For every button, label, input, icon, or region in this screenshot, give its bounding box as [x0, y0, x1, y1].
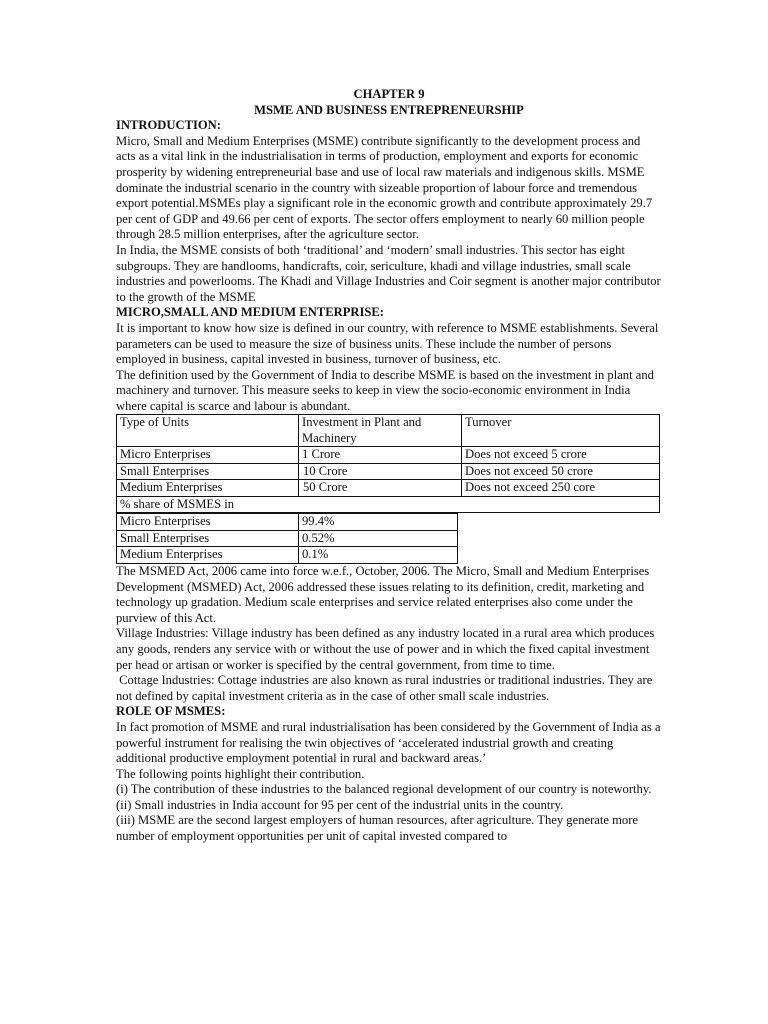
document-page	[116, 87, 662, 845]
table-cell: 99.4%	[299, 514, 458, 531]
table-row	[117, 496, 660, 513]
table-row	[117, 514, 458, 531]
table-cell: Does not exceed 250 core	[462, 480, 660, 497]
table-header-row	[117, 415, 660, 447]
table-row	[117, 447, 660, 464]
msme-paragraph-1: It is important to know how size is defined in our country, with reference to MSME establishments. Several parameters can be used to measure the size of business units. These include the number of persons employed in business, capital invested in business, turnover of business, etc.	[116, 320, 659, 367]
table-cell: Does not exceed 50 crore	[462, 463, 660, 480]
table-row	[117, 463, 660, 480]
msme-share-table	[116, 513, 458, 564]
table-cell: 10 Crore	[299, 463, 462, 480]
cottage-industries-paragraph: Cottage Industries: Cottage industries are also known as rural industries or traditional industries. They are not defined by capital investment criteria as in the case of other small scale industries.	[116, 673, 656, 703]
intro-paragraph-1: Micro, Small and Medium Enterprises (MSME) contribute significantly to the development process and acts as a vital link in the industrialisation in terms of production, employment and exports for economic prosperity by widening entrepreneurial base and use of local raw materials and indigenous skills. MSME dominate the industrial scenario in the country with sizeable proportion of labour force and tremendous export potential.MSMEs play a significant role in the economic growth and contribute approximately 29.7 per cent of GDP and 49.66 per cent of exports. The sector offers employment to nearly 60 million people through 28.5 million enterprises, after the agriculture sector.	[116, 133, 653, 242]
table-cell: Micro Enterprises	[117, 514, 299, 531]
village-industries-paragraph: Village Industries: Village industry has been defined as any industry located in a rural area which produces any goods, renders any service with or without the use of power and in which the fixed capital investment per head or artisan or worker is specified by the central government, from time to time.	[116, 626, 655, 672]
table-header-cell: Type of Units	[117, 415, 299, 447]
msme-heading: MICRO,SMALL AND MEDIUM ENTERPRISE:	[116, 305, 384, 320]
table-cell: Micro Enterprises	[117, 447, 299, 464]
role-heading: ROLE OF MSMES:	[116, 704, 226, 719]
table-cell: 0.1%	[299, 547, 458, 564]
table-row	[117, 480, 660, 497]
role-point: (iii) MSME are the second largest employers of human resources, after agriculture. They generate more number of employment opportunities per unit of capital invested compared to	[116, 813, 638, 844]
table-cell: Medium Enterprises	[117, 480, 299, 497]
role-point: (ii) Small industries in India account for 95 per cent of the industrial units in the country.	[116, 797, 564, 812]
chapter-title: MSME AND BUSINESS ENTREPRENEURSHIP	[254, 102, 524, 117]
role-paragraph-2: The following points highlight their contribution.	[116, 766, 365, 781]
msme-paragraph-2: The definition used by the Government of India to describe MSME is based on the investment in plant and machinery and turnover. This measure seeks to keep in view the socio-economic environment in India where capital is scarce and labour is abundant.	[116, 367, 654, 413]
table-header-cell: Turnover	[462, 415, 660, 447]
table-cell: Does not exceed 5 crore	[462, 447, 660, 464]
msme-definition-table	[116, 414, 660, 513]
table-row	[117, 530, 458, 547]
table-cell: Small Enterprises	[117, 463, 299, 480]
table-header-cell: Investment in Plant and Machinery	[299, 415, 462, 447]
intro-paragraph-2: In India, the MSME consists of both ‘traditional’ and ‘modern’ small industries. This sector has eight subgroups. They are handlooms, handicrafts, coir, sericulture, khadi and village industries, small scale industries and powerlooms. The Khadi and Village Industries and Coir segment is another major contributor to the growth of the MSME	[116, 242, 661, 304]
intro-heading: INTRODUCTION:	[116, 118, 221, 133]
table-row	[117, 547, 458, 564]
table-cell: Medium Enterprises	[117, 547, 299, 564]
table-cell: Small Enterprises	[117, 530, 299, 547]
msmed-paragraph-1: The MSMED Act, 2006 came into force w.e.f., October, 2006. The Micro, Small and Medium Enterprises Development (MSMED) Act, 2006 addressed these issues relating to its definition, credit, marketing and technology up gradation. Medium scale enterprises and service related enterprises also come under the purview of this Act.	[116, 563, 650, 625]
share-label-cell: % share of MSMES in	[117, 496, 660, 513]
role-point: (i) The contribution of these industries to the balanced regional development of our country is noteworthy.	[116, 782, 652, 797]
table-cell: 1 Crore	[299, 447, 462, 464]
table-cell: 0.52%	[299, 530, 458, 547]
table-cell: 50 Crore	[299, 480, 462, 497]
chapter-number: CHAPTER 9	[353, 87, 425, 101]
role-paragraph-1: In fact promotion of MSME and rural industrialisation has been considered by the Government of India as a powerful instrument for realising the twin objectives of ‘accelerated industrial growth and creating additional productive employment potential in rural and backward areas.’	[116, 719, 661, 766]
